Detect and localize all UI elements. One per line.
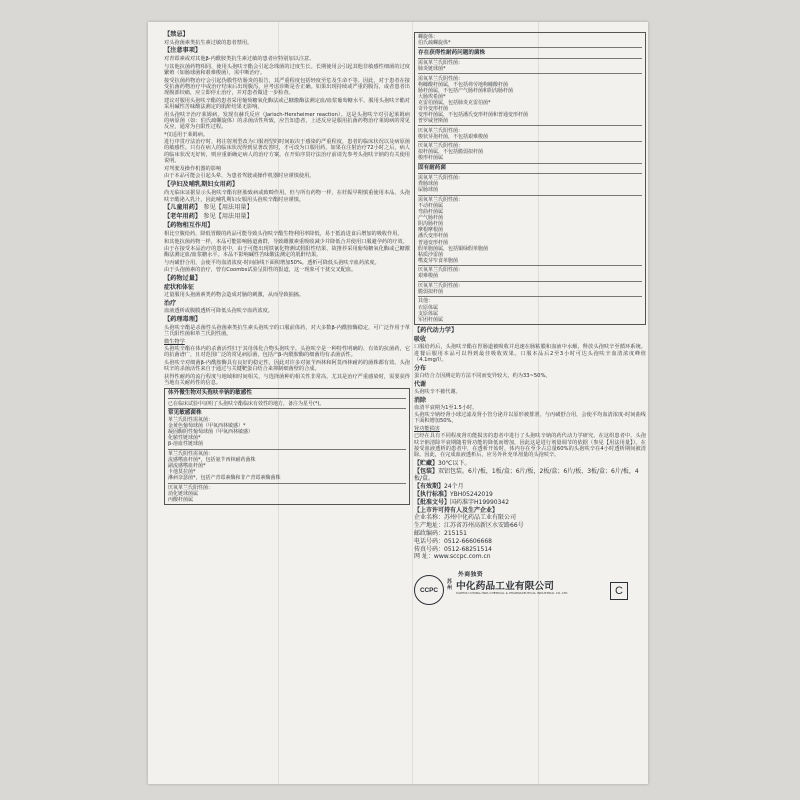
- interactions-para: 和其他抗菌药物一样，本品可能影响肠道菌群，导致雌激素重吸收减少并降低合并使用口服避孕药的疗效。: [164, 238, 408, 245]
- manufacturer-row: 企业名称：苏州中化药品工业有限公司: [414, 514, 517, 522]
- table-line: 厌氧革兰氏阳性菌：: [418, 267, 464, 274]
- elimination-para: 已经在具有不同程度肾功能损害的患者中进行了头孢呋辛钠的药代动力学研究。在这组患者中，头孢呋辛钠清除半衰期随着肾功能的降低而增加，因此这是进行剂量调节的依据（参见【用法用量】）。在接受血液透析的患者中，在透析开始时，体内存在至少占总量60%的头孢呋辛在4小时透析期间被清除。因此，在完成血液透析后，应另外补充单剂量的头孢呋辛。: [414, 433, 646, 459]
- section-heading-children: 【儿童用药】 参见【用法用量】: [164, 204, 253, 212]
- table-line: 粪肠球菌: [418, 181, 439, 188]
- manufacturer-row: 邮政编码：215151: [414, 529, 467, 537]
- overdose-subheading: 症状和体征: [164, 284, 195, 292]
- table-divider: [418, 163, 642, 164]
- susceptibility-table-title: 体外微生物对头孢呋辛钠的敏感性: [168, 390, 252, 397]
- left-column: [164, 30, 410, 782]
- table-line: 弯曲杆菌属: [418, 209, 444, 216]
- notes-para: 由于本品可能会引起头晕，为患者驾驶或操作机器时应谨慎使用。: [164, 173, 315, 180]
- company-name-english: SUZHOU CHUNG-HWA CHEMICAL & PHARMACEUTICAL INDUSTRIAL CO.,LTD: [456, 591, 568, 596]
- table-divider: [418, 281, 642, 282]
- table-line: 金黄色葡萄球菌（甲氧西林敏感）*: [168, 423, 246, 430]
- holder-heading: 【上市许可持有人及生产企业】: [414, 506, 499, 514]
- manufacturer-row: 网 址：www.sccpc.com.cn: [414, 553, 491, 561]
- table-line: 衣原体属: [418, 304, 439, 311]
- table-divider: [168, 408, 406, 409]
- interactions-para: 由于头孢菌素的治疗，曾有Coombs试验呈阳性的报道，这一现象可干扰交叉配血。: [164, 267, 357, 274]
- table-line: 普通变形杆菌: [418, 239, 449, 246]
- ccpc-logo-icon: [414, 575, 444, 605]
- table-divider: [418, 265, 642, 266]
- storage-line: 【贮藏】30℃以下。: [414, 459, 471, 467]
- treatment-text: 血液透析或腹膜透析可降低头孢呋辛血药浓度。: [164, 308, 273, 315]
- distribution-text: 蛋白结合力因测定的方法不同而变异较大，约为33~50%。: [414, 372, 551, 379]
- table-divider: [168, 483, 406, 484]
- table-line: 厌氧革兰氏阴性菌：: [418, 282, 464, 289]
- resistance-title: 存在获得性耐药问题的菌株: [418, 49, 486, 56]
- interactions-para: 由于在接受本品治疗的患者中，由于可能出现铁氰化物测试假阳性结果，故推荐采用葡萄糖氧化酶或己糖激酶法测定血/血浆糖水平。本品不影响碱性苦味酸法测定的肌酐结果。: [164, 246, 410, 259]
- table-line: 厌氧革兰氏阴性菌：: [418, 143, 464, 150]
- table-line: 化脓性链球菌*: [168, 435, 201, 442]
- notes-para: 对驾驶及操作机器的影响: [164, 165, 222, 172]
- notes-para: 建议对服用头孢呋辛酯的患者采用葡萄糖氧化酶法或己糖激酶法测定血/血浆葡萄糖水平。服用头孢呋辛酯对采用碱性苦味酸法测定的肌酐结果无影响。: [164, 97, 410, 111]
- elimination-para: 头孢呋辛钠经肾小球过滤及肾小管分泌并以原形被排泄。与丙磺舒合用，会使平均血清浓度-时间曲线下面积增加50%。: [414, 412, 646, 425]
- table-line: 枸橼酸杆菌属，不包括弗劳地枸橼酸杆菌: [418, 81, 509, 88]
- table-line: 厌氧革兰氏阳性菌：: [418, 127, 464, 134]
- table-divider: [418, 173, 642, 174]
- table-line: 艰难梭菌: [418, 273, 439, 280]
- notes-para: 进行序贯疗法治疗时，将注射剂型改为口服剂型的时间取决于感染的严重程度，患者的临床状况以及病原菌的敏感性。只有在病人的临床状况得到显著改善时，才可改为口服用药。如果在注射治疗72小时之后，病人的临床状况无好转，则应重新确定病人的治疗方案。在开始序贯疗法治疗前请先参考头孢呋辛钠的有关使用说明。: [164, 139, 410, 165]
- manufacturer-row: 生产地址：江苏省苏州高新区水安路66号: [414, 522, 524, 530]
- standard-line: 【执行标准】YBH05242019: [414, 490, 493, 498]
- table-line: 拟杆菌属，不包括脆弱拟杆菌: [418, 149, 484, 156]
- distribution-subheading: 分布: [414, 364, 427, 372]
- table-line: 变形杆菌属，不包括潘氏变形杆菌和普通变形杆菌: [418, 112, 529, 119]
- table-line: 支原体属: [418, 310, 439, 317]
- table-line: 其他：: [418, 298, 434, 305]
- pharmacology-para: 获得性耐药的流行程度与地域和时间相关，与选择菌种的相关性非常高，尤其是治疗严重感染时，需要获得当地有关耐药性的信息。: [164, 373, 410, 386]
- table-line: 潘氏变形杆菌: [418, 233, 449, 240]
- susceptibility-table: [164, 388, 410, 505]
- interactions-para: 相比空腹给药，降低胃酸的药品可能导致头孢呋辛酯生物利用率降低，易于抵消进食后增加的吸收作用。: [164, 231, 403, 238]
- table-line: 卡他莫拉菌*: [168, 469, 196, 476]
- table-line: 需氧革兰氏阳性菌：: [418, 175, 464, 182]
- table-line: 军团杆菌属: [418, 316, 444, 323]
- section-heading-taboo: 【禁忌】: [164, 31, 189, 38]
- overdose-text: 过量服用头孢菌素类药物会造成对脑的刺激，从而导致抽搐。: [164, 292, 305, 299]
- notes-para: *仅适用于莱姆病。: [164, 131, 209, 138]
- table-line: 普罗威登斯菌: [418, 118, 449, 125]
- elimination-para: 血清半衰期为1至1.5小时。: [414, 404, 478, 411]
- table-divider: [418, 73, 642, 74]
- section-heading-pharmacokinetics: 【药代动力学】: [414, 326, 458, 334]
- notes-para: 接受抗菌药物治疗会引起伪膜性结肠炎的报告，其严重程度包括轻度至危及生命不等。因此，对于患者在接受抗菌药物治疗中或治疗结束后出现腹泻，应考虑诊断是否正确。如果出现持续或严重的腹泻，或者患者出现腹部绞痛，应立即停止治疗，并对患者做进一步检查。: [164, 77, 410, 97]
- susceptibility-table-continued: [414, 32, 646, 325]
- table-line: 梭形杆菌属: [418, 155, 444, 162]
- elimination-subheading: 消除: [414, 396, 427, 404]
- table-divider: [418, 58, 642, 59]
- table-line: 螺旋体：: [418, 34, 439, 40]
- table-line: 粘质沙雷菌: [418, 251, 444, 258]
- pregnancy-text: 尚无临床证据显示头孢呋辛酯有胚胎致病或致畸作用。但与所有药物一样，在妊娠早期慎重使用本品。头孢呋辛酯泌入乳汁，因此哺乳期妇女服用头孢呋辛酯时应谨慎。: [164, 190, 410, 203]
- table-line: 摩根摩根菌: [418, 227, 444, 234]
- table-line: 肺炎链球菌*: [418, 66, 446, 73]
- company-logo-block: [414, 569, 646, 609]
- table-line: 流感嗜血杆菌*，包括氨苄西林耐药菌株: [168, 457, 256, 463]
- table-line: 克雷伯菌属，包括肺炎克雷伯菌*: [418, 99, 491, 106]
- approval-line: 【批准文号】国药准字H19990342: [414, 498, 510, 506]
- absorption-subheading: 吸收: [414, 336, 427, 344]
- table-line: 厌氧革兰氏阳性菌：: [168, 484, 214, 491]
- table-divider: [168, 398, 406, 399]
- company-name-logo: 中化药品工业有限公司: [456, 581, 554, 593]
- package-line: 【包装】双铝包装。6片/板，1板/盒；6片/板，2板/盒；6片/板，3板/盒；6片/板，4板/盒。: [414, 467, 639, 483]
- batch-letter: C: [615, 585, 623, 598]
- table-line: 需氧革兰氏阳性菌：: [418, 59, 464, 66]
- section-heading-overdose: 【药物过量】: [164, 274, 202, 282]
- absorption-text: 口服给药后，头孢呋辛酯在胃肠道被吸收并迅速在肠粘膜和血液中水解，释放头孢呋辛至循环系统。进餐后服用本品可以得到最佳吸收效果。口服本品后2至3小时可达头孢呋辛血清浓度峰值（4.1mg/l）。: [414, 344, 646, 363]
- section-heading-notes: 【注意事项】: [164, 47, 202, 55]
- table-line: 革兰氏阴性需氧菌：: [168, 450, 214, 457]
- pharmacology-para: 头孢呋辛对细菌β-内酰胺酶具有良好的稳定性，因此对许多对氨苄西林和阿莫西林耐药的菌株都有效。头孢呋辛的杀菌活性来自于通过与关键靶蛋白结合来抑制细菌壁的合成。: [164, 359, 410, 373]
- logo-abbr: CCPC: [419, 586, 439, 594]
- metabolism-text: 头孢呋辛不被代谢。: [414, 388, 461, 395]
- table-line: 脆弱拟杆菌: [418, 288, 444, 295]
- table-line: 需氧革兰氏阴性菌：: [418, 75, 464, 82]
- metabolism-subheading: 代谢: [414, 380, 427, 388]
- table-divider: [418, 195, 642, 196]
- table-divider: [418, 296, 642, 297]
- table-line: 大肠埃希菌*: [418, 93, 446, 100]
- notes-para: 与其他抗菌药物相同，使用头孢呋辛酯会引起念珠菌的过度生长。长期使用会引起其他非敏感性细菌的过度繁殖（如肠球菌和艰难梭菌），需中断治疗。: [164, 63, 410, 77]
- pharmacology-para: 头孢呋辛酯是杀菌性头孢菌素类抗生素头孢呋辛的口服前体药，对大多数β-内酰胺酶稳定，可广泛作用于革兰氏阳性菌和革兰氏阴性菌。: [164, 324, 410, 338]
- right-column: [414, 30, 646, 782]
- manufacturer-row: 传真号码：0512-68251514: [414, 545, 492, 553]
- table-divider: [418, 141, 642, 142]
- section-heading-interactions: 【药物相互作用】: [164, 222, 214, 230]
- interactions-para: 与丙磺舒合用，会使平均血清浓度-时间曲线下面积增加50%。透析可降低头孢呋辛血药浓度。: [164, 259, 380, 266]
- table-divider: [168, 449, 406, 450]
- table-divider: [418, 125, 642, 126]
- leaflet-sheet: [148, 22, 648, 784]
- taboo-text: 对头孢菌素类抗生素过敏的患者禁用。: [164, 40, 253, 46]
- table-line: 产气肠杆菌: [418, 215, 444, 222]
- table-line: 凝固酶阴性葡萄球菌（甲氧西林敏感）: [168, 429, 254, 436]
- section-heading-elderly: 【老年用药】 参见【用法用量】: [164, 213, 253, 221]
- table-line: 副流感嗜血杆菌*: [168, 463, 206, 470]
- table-line: 阴沟肠杆菌: [418, 221, 444, 228]
- section-heading-pregnancy: 【孕妇及哺乳期妇女用药】: [164, 181, 239, 189]
- company-city: 苏州: [447, 579, 453, 591]
- fold-line: [412, 22, 413, 784]
- notes-para: 对青霉素或对其他β-内酰胺类抗生素过敏的患者应特别加以注意。: [164, 56, 315, 63]
- table-line: 常见敏感菌株: [168, 410, 202, 417]
- table-line: 不动杆菌属: [418, 202, 444, 209]
- table-line: β-溶血性链球菌: [168, 441, 203, 448]
- table-line: 需氧革兰氏阴性菌：: [418, 196, 464, 203]
- inherent-resistance-title: 固有耐药菌: [418, 164, 446, 171]
- batch-letter-stamp: [610, 582, 628, 600]
- table-line: 屎肠球菌: [418, 187, 439, 194]
- table-line: 伯氏疏螺旋体*: [418, 40, 451, 47]
- treatment-subheading: 治疗: [164, 300, 177, 308]
- table-line: 梭状芽孢杆菌，不包括艰难梭菌: [418, 133, 489, 140]
- manufacturer-row: 电话号码：0512-66606668: [414, 537, 492, 545]
- table-line: 消化链球菌属: [168, 490, 199, 497]
- pharmacology-para: 微生物学: [164, 338, 185, 345]
- table-line: 革兰氏阳性需氧菌：: [168, 417, 214, 424]
- table-line: 已在临床试验中证明了头孢呋辛酯临床有效性的地方，备注为星号(*)。: [168, 400, 325, 407]
- section-heading-pharmacology: 【药理毒理】: [164, 315, 202, 323]
- table-line: 嗜麦芽窄食单胞菌: [418, 257, 459, 264]
- notes-para: 用头孢呋辛治疗莱姆病，发现有赫氏反应（Jarisch-Herxheimer reaction）。这是头孢呋辛对引起莱姆病的病原菌（如：伯氏疏螺旋体）的杀菌活性所致，应告知患者，上述反应是服用抗菌药物治疗莱姆病的常见反应，通常为自限性过程。: [164, 111, 410, 131]
- table-line: 肠杆菌属，不包括产气肠杆菌和阴沟肠杆菌: [418, 87, 514, 94]
- validity-line: 【有效期】24个月: [414, 483, 464, 491]
- table-line: 丙酸杆菌属: [168, 496, 194, 503]
- pharmacology-para: 头孢呋辛酯在体内的杀菌活性归于其母体化合物头孢呋辛。头孢呋辛是一种特性明确的、有效的抗菌药，它的抗菌谱广，且对范围广泛的常见病原菌，包括产β-内酰胺酶的细菌均有杀菌活性。: [164, 346, 410, 359]
- table-divider: [418, 47, 642, 48]
- company-tag: 外商独资: [458, 572, 484, 579]
- elimination-para: 肾功能损害: [414, 425, 440, 432]
- table-line: 淋病奈瑟菌*，包括产青霉素酶和非产青霉素酶菌株: [168, 475, 281, 482]
- table-line: 假单胞菌属，包括铜绿假单胞菌: [418, 245, 489, 252]
- table-line: 奇异变形杆菌: [418, 105, 449, 112]
